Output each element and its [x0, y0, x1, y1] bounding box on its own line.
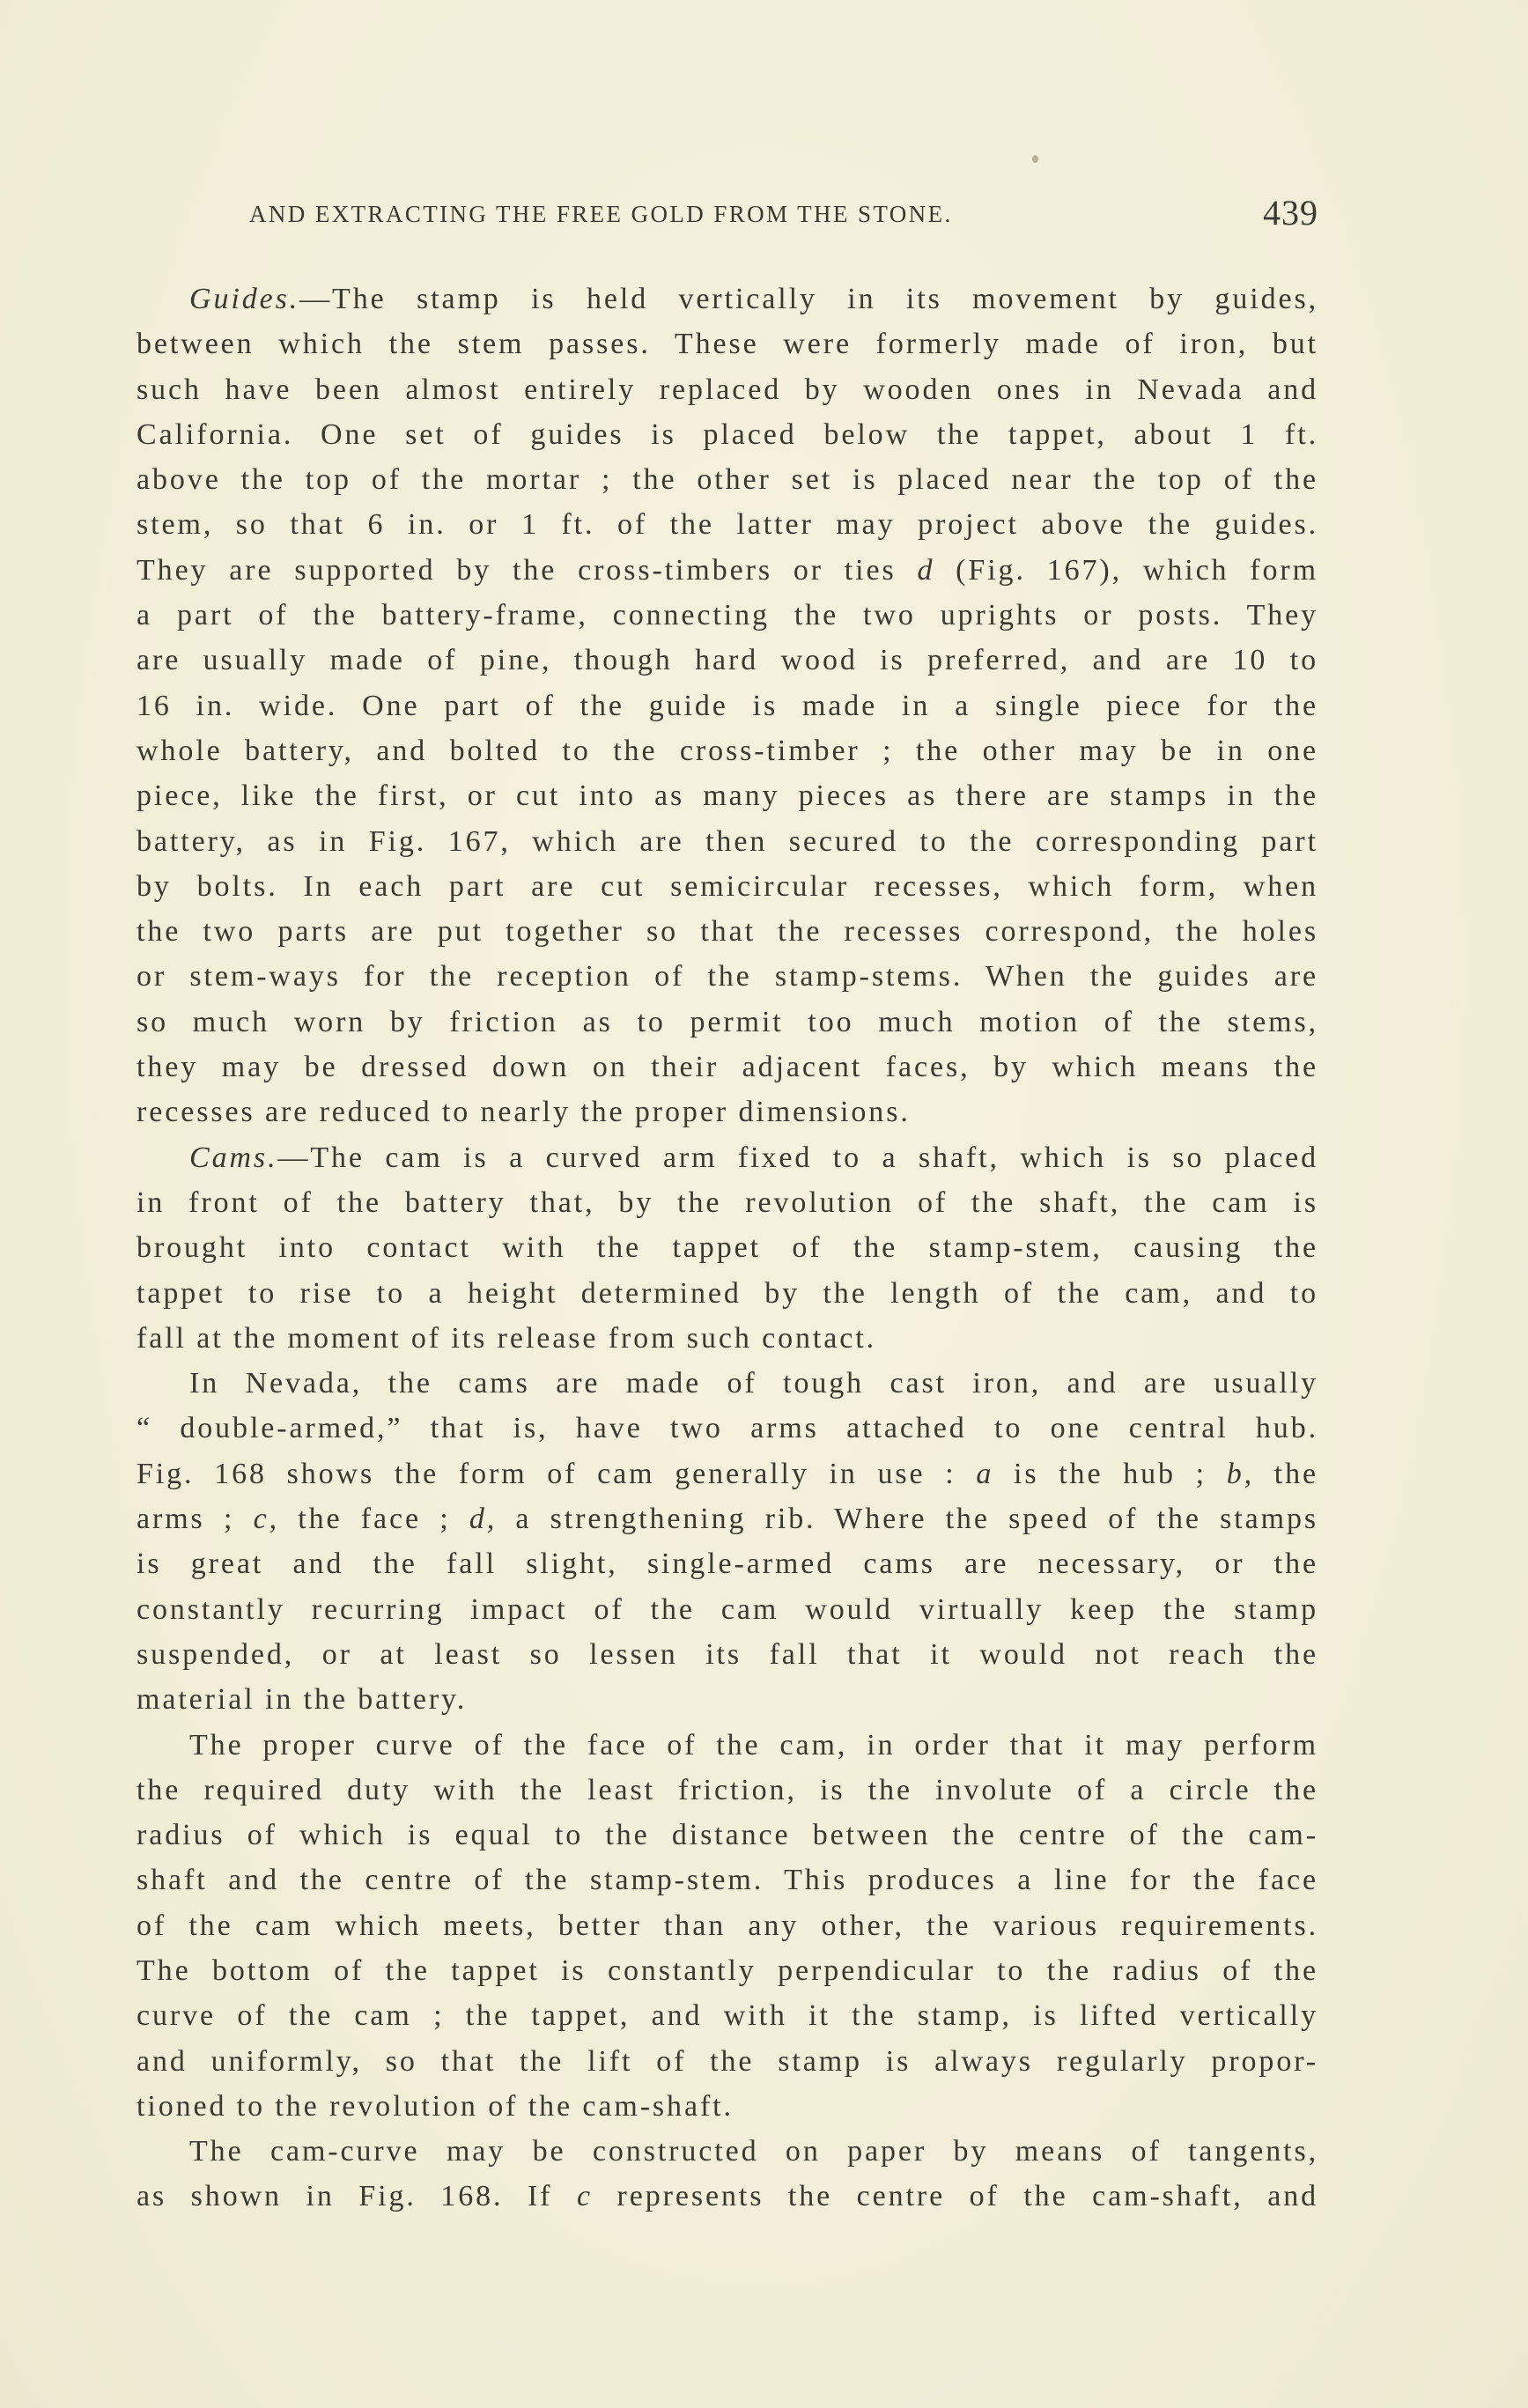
text-line	[137, 2129, 1318, 2174]
text-run: a strengthening rib. Where the speed of the stamps	[497, 1503, 1318, 1536]
text-line	[137, 1587, 1318, 1632]
text-run: arms ;	[137, 1503, 254, 1536]
text-run: of the cam which meets, better than any other, the various requirements.	[137, 1909, 1318, 1942]
text-line	[137, 1496, 1318, 1541]
text-line	[137, 1948, 1318, 1993]
text-run: recesses are reduced to nearly the proper dimensions.	[137, 1096, 911, 1129]
text-line	[137, 367, 1318, 412]
text-run: The cam-curve may be constructed on paper by means of tangents,	[189, 2135, 1318, 2168]
text-line	[137, 502, 1318, 547]
text-run: radius of which is equal to the distance between the centre of the cam-	[137, 1819, 1318, 1852]
text-line	[137, 593, 1318, 638]
text-run: curve of the cam ; the tappet, and with it the stamp, is lifted vertically	[137, 1999, 1318, 2033]
text-run: the face ;	[278, 1503, 469, 1536]
text-line	[137, 1271, 1318, 1316]
italic-text: d	[917, 553, 935, 587]
text-line	[137, 1723, 1318, 1768]
text-run: and uniformly, so that the lift of the stamp is always regularly propor-	[137, 2044, 1318, 2078]
italic-text: c	[576, 2180, 593, 2213]
text-line	[137, 1406, 1318, 1451]
text-run: by bolts. In each part are cut semicircular recesses, which form, when	[137, 869, 1318, 903]
text-line	[137, 1858, 1318, 1902]
text-run: material in the battery.	[137, 1683, 468, 1717]
text-line	[137, 277, 1318, 321]
text-run: stem, so that 6 in. or 1 ft. of the latter may project above the guides.	[137, 508, 1318, 542]
text-line	[137, 1225, 1318, 1270]
text-run: is great and the fall slight, single-armed cams are necessary, or the	[137, 1547, 1318, 1581]
text-line	[137, 1813, 1318, 1858]
text-run: a part of the battery-frame, connecting the two uprights or posts. They	[137, 599, 1318, 632]
text-run: or stem-ways for the reception of the stamp-stems. When the guides are	[137, 960, 1318, 993]
text-line	[137, 1361, 1318, 1406]
text-run: 16 in. wide. One part of the guide is made in a single piece for the	[137, 689, 1318, 722]
text-run: the	[1254, 1457, 1319, 1490]
text-run: the two parts are put together so that the recesses correspond, the holes	[137, 915, 1318, 949]
text-run: —The stamp is held vertically in its movement by guides,	[299, 283, 1318, 315]
paragraph	[137, 1361, 1318, 1722]
italic-text: d,	[469, 1503, 498, 1536]
text-line	[137, 773, 1318, 818]
text-line	[137, 1316, 1318, 1361]
italic-text: b,	[1226, 1457, 1255, 1490]
running-title: AND EXTRACTING THE FREE GOLD FROM THE STONE.	[249, 201, 953, 227]
text-line	[137, 321, 1318, 366]
text-run: represents the centre of the cam-shaft, and	[592, 2180, 1318, 2213]
italic-text: Cams.	[189, 1141, 278, 1174]
text-run: so much worn by friction as to permit too much motion of the stems,	[137, 1005, 1318, 1038]
text-line	[137, 1451, 1318, 1496]
text-run: (Fig. 167), which form	[934, 553, 1318, 587]
text-line	[137, 1541, 1318, 1586]
page-number: 439	[1263, 193, 1318, 233]
text-run: such have been almost entirely replaced by wooden ones in Nevada and	[137, 373, 1318, 406]
text-line	[137, 909, 1318, 954]
text-run: battery, as in Fig. 167, which are then secured to the corresponding part	[137, 824, 1318, 858]
text-line	[137, 1903, 1318, 1948]
text-run: In Nevada, the cams are made of tough cast iron, and are usually	[189, 1367, 1318, 1400]
text-line	[137, 1090, 1318, 1134]
text-line	[137, 1135, 1318, 1180]
text-line	[137, 1000, 1318, 1045]
paragraph	[137, 1723, 1318, 2130]
text-line	[137, 1677, 1318, 1722]
text-line	[137, 819, 1318, 864]
text-run: suspended, or at least so lessen its fall that it would not reach the	[137, 1637, 1318, 1671]
text-run: they may be dressed down on their adjacent faces, by which means the	[137, 1051, 1318, 1084]
body-text	[137, 277, 1318, 2220]
italic-text: Guides.	[189, 283, 300, 315]
text-run: constantly recurring impact of the cam would virtually keep the stamp	[137, 1592, 1318, 1626]
text-line	[137, 1768, 1318, 1813]
text-line	[137, 2084, 1318, 2129]
text-line	[137, 1993, 1318, 2038]
paragraph	[137, 2129, 1318, 2220]
text-run: above the top of the mortar ; the other set is placed near the top of the	[137, 463, 1318, 497]
paragraph	[137, 277, 1318, 1135]
text-line	[137, 1632, 1318, 1677]
paragraph	[137, 1135, 1318, 1361]
text-run: “ double-armed,” that is, have two arms attached to one central hub.	[137, 1412, 1318, 1445]
text-run: Fig. 168 shows the form of cam generally in use :	[137, 1457, 977, 1490]
text-line	[137, 2174, 1318, 2219]
text-run: —The cam is a curved arm fixed to a shaft, which is so placed	[277, 1141, 1318, 1174]
text-run: The proper curve of the face of the cam, in order that it may perform	[189, 1728, 1318, 1762]
page-header	[249, 193, 1318, 234]
text-run: shaft and the centre of the stamp-stem. This produces a line for the face	[137, 1864, 1318, 1897]
ink-speck	[1032, 155, 1038, 163]
text-run: tioned to the revolution of the cam-shaft.	[137, 2089, 734, 2123]
text-run: between which the stem passes. These were formerly made of iron, but	[137, 328, 1318, 361]
text-run: as shown in Fig. 168. If	[137, 2180, 577, 2213]
text-line	[137, 954, 1318, 999]
text-line	[137, 548, 1318, 593]
text-run: are usually made of pine, though hard wood is preferred, and are 10 to	[137, 644, 1318, 677]
text-run: tappet to rise to a height determined by the length of the cam, and to	[137, 1276, 1318, 1310]
italic-text: c,	[253, 1503, 279, 1536]
text-line	[137, 412, 1318, 457]
text-line	[137, 728, 1318, 773]
text-run: The bottom of the tappet is constantly perpendicular to the radius of the	[137, 1954, 1318, 1987]
text-run: brought into contact with the tappet of the stamp-stem, causing the	[137, 1231, 1318, 1265]
text-line	[137, 1180, 1318, 1225]
text-run: in front of the battery that, by the revolution of the shaft, the cam is	[137, 1186, 1318, 1219]
italic-text: a	[976, 1457, 994, 1490]
text-line	[137, 457, 1318, 502]
text-run: fall at the moment of its release from such contact.	[137, 1321, 876, 1355]
text-run: California. One set of guides is placed below the tappet, about 1 ft.	[137, 417, 1318, 451]
text-run: They are supported by the cross-timbers or ties	[137, 553, 918, 587]
text-run: piece, like the first, or cut into as many pieces as there are stamps in the	[137, 779, 1318, 813]
text-line	[137, 1045, 1318, 1090]
text-run: whole battery, and bolted to the cross-timber ; the other may be in one	[137, 734, 1318, 767]
text-line	[137, 864, 1318, 909]
text-run: is the hub ;	[993, 1457, 1227, 1490]
text-line	[137, 2039, 1318, 2084]
text-run: the required duty with the least friction, is the involute of a circle the	[137, 1773, 1318, 1806]
text-line	[137, 638, 1318, 683]
text-line	[137, 683, 1318, 728]
